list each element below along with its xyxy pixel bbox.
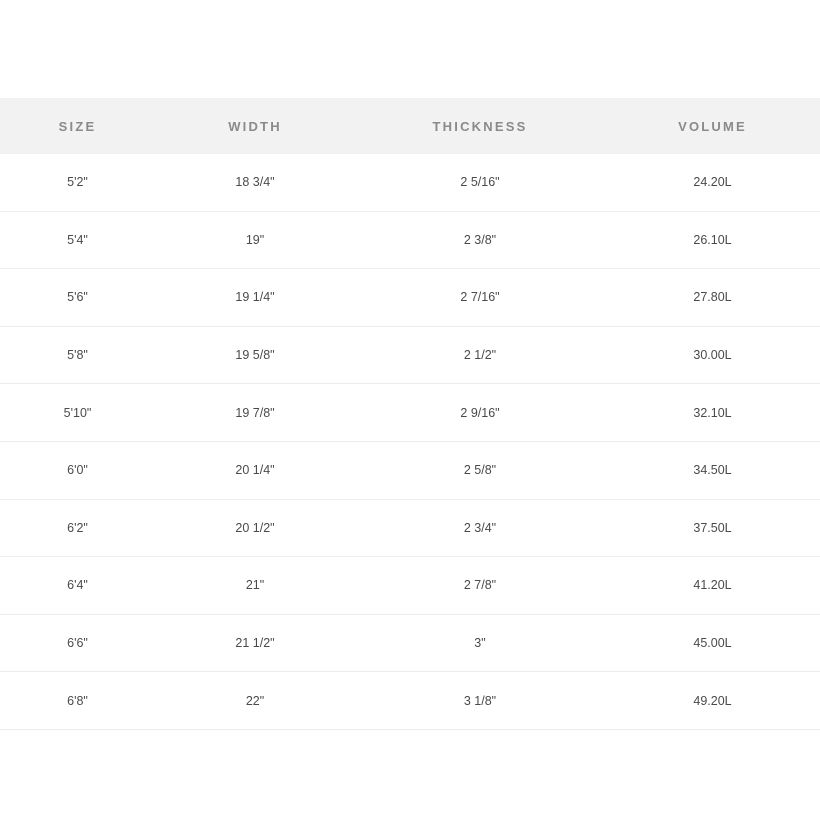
cell-volume: 32.10L	[605, 384, 820, 442]
table-header-row	[0, 98, 820, 154]
cell-size: 6'8"	[0, 672, 155, 730]
cell-volume: 26.10L	[605, 211, 820, 269]
cell-width: 19 7/8"	[155, 384, 355, 442]
table-header	[0, 98, 820, 154]
cell-thickness: 2 3/8"	[355, 211, 605, 269]
cell-volume: 24.20L	[605, 154, 820, 211]
cell-width: 21 1/2"	[155, 614, 355, 672]
table-row	[0, 326, 820, 384]
cell-width: 18 3/4"	[155, 154, 355, 211]
cell-size: 6'2"	[0, 499, 155, 557]
cell-thickness: 2 7/8"	[355, 557, 605, 615]
table-row	[0, 211, 820, 269]
cell-width: 19 5/8"	[155, 326, 355, 384]
cell-size: 6'6"	[0, 614, 155, 672]
column-header-thickness: THICKNESS	[355, 98, 605, 154]
cell-size: 5'8"	[0, 326, 155, 384]
cell-width: 20 1/2"	[155, 499, 355, 557]
cell-volume: 27.80L	[605, 269, 820, 327]
cell-width: 22"	[155, 672, 355, 730]
column-header-width: WIDTH	[155, 98, 355, 154]
cell-width: 19 1/4"	[155, 269, 355, 327]
cell-thickness: 2 1/2"	[355, 326, 605, 384]
table-row	[0, 672, 820, 730]
cell-width: 21"	[155, 557, 355, 615]
cell-thickness: 2 7/16"	[355, 269, 605, 327]
cell-size: 6'4"	[0, 557, 155, 615]
cell-volume: 45.00L	[605, 614, 820, 672]
cell-size: 5'4"	[0, 211, 155, 269]
table-row	[0, 441, 820, 499]
cell-size: 5'2"	[0, 154, 155, 211]
column-header-size: SIZE	[0, 98, 155, 154]
cell-thickness: 2 9/16"	[355, 384, 605, 442]
size-chart-table	[0, 98, 820, 730]
cell-volume: 37.50L	[605, 499, 820, 557]
column-header-volume: VOLUME	[605, 98, 820, 154]
cell-volume: 34.50L	[605, 441, 820, 499]
cell-size: 5'6"	[0, 269, 155, 327]
cell-thickness: 2 5/16"	[355, 154, 605, 211]
table-row	[0, 499, 820, 557]
table-row	[0, 269, 820, 327]
cell-width: 19"	[155, 211, 355, 269]
table-row	[0, 557, 820, 615]
cell-width: 20 1/4"	[155, 441, 355, 499]
table-row	[0, 154, 820, 211]
cell-volume: 41.20L	[605, 557, 820, 615]
cell-size: 6'0"	[0, 441, 155, 499]
cell-volume: 49.20L	[605, 672, 820, 730]
cell-volume: 30.00L	[605, 326, 820, 384]
table-row	[0, 384, 820, 442]
cell-thickness: 2 5/8"	[355, 441, 605, 499]
cell-thickness: 3"	[355, 614, 605, 672]
table-body	[0, 154, 820, 729]
table-row	[0, 614, 820, 672]
cell-thickness: 3 1/8"	[355, 672, 605, 730]
cell-thickness: 2 3/4"	[355, 499, 605, 557]
cell-size: 5'10"	[0, 384, 155, 442]
